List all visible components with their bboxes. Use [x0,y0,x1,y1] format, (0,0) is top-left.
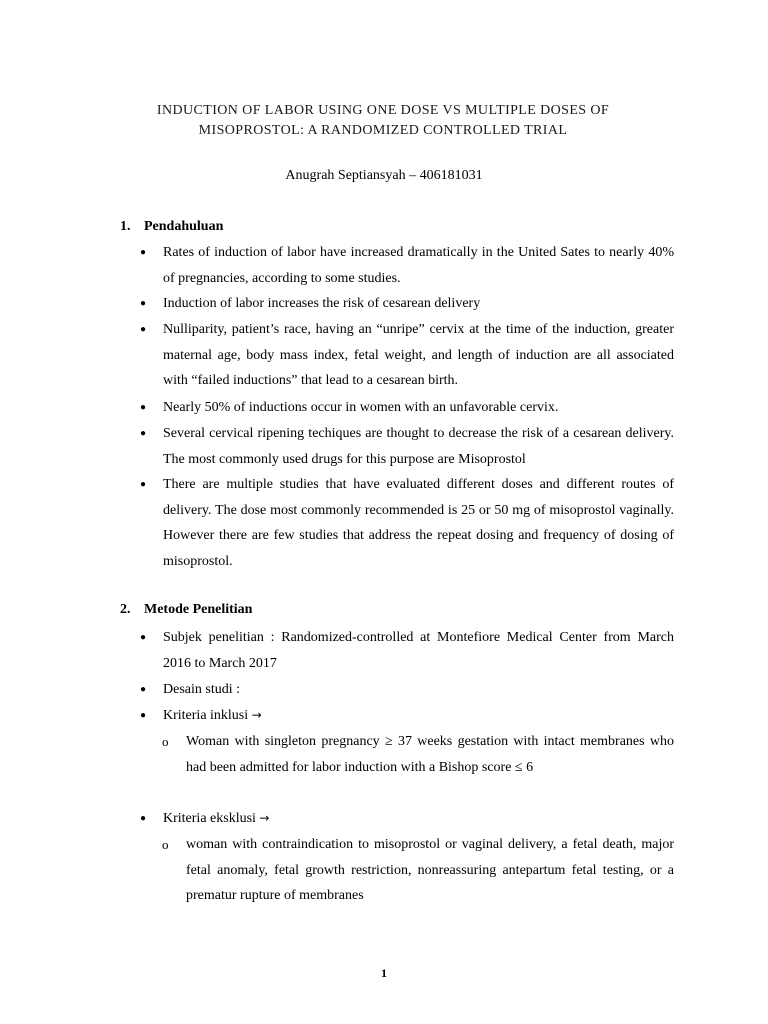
list-item [140,677,674,703]
list-item [140,472,674,574]
circle-bullet-icon: o [162,734,169,749]
sub-list-item [162,729,674,780]
list-item [140,291,674,317]
exclusion-label: Kriteria eksklusi [163,811,256,826]
sub-list-item-text: woman with contraindication to misoprostol or vaginal delivery, a fetal death, major fetal anomaly, fetal growth restriction, nonreassuring antepartum fetal testing, or a prematur rupture of membranes [186,837,674,903]
list-item-text [163,806,674,832]
bullet-icon: ● [140,710,147,721]
list-item-text: Desain studi : [163,682,240,697]
bullet-icon: ● [140,684,147,695]
section-heading-pendahuluan [120,217,223,237]
page-number: 1 [381,966,387,980]
bullet-icon: ● [140,428,147,439]
inclusion-label: Kriteria inklusi [163,708,249,723]
bullet-icon: ● [140,479,147,490]
list-item-text: Nearly 50% of inductions occur in women with an unfavorable cervix. [163,400,559,415]
list-item-text: Rates of induction of labor have increased dramatically in the United Sates to nearly 40% of pregnancies, according to some studies. [163,245,674,286]
list-item [140,625,674,676]
bullet-icon: ● [140,324,147,335]
list-item-text: Subjek penelitian : Randomized-controlled at Montefiore Medical Center from March 2016 to March 2017 [163,630,674,671]
list-item-text: Several cervical ripening techiques are thought to decrease the risk of a cesarean delivery. The most commonly used drugs for this purpose are Misoprostol [163,426,674,467]
list-item [140,421,674,472]
list-item-inclusion [140,703,674,729]
list-item-text [163,703,674,729]
section-number: 2. [120,602,131,617]
bullet-icon: ● [140,247,147,258]
list-item-exclusion [140,806,674,832]
list-item [140,317,674,394]
bullet-icon: ● [140,632,147,643]
circle-bullet-icon: o [162,837,169,852]
list-item-text: Nulliparity, patient’s race, having an “unripe” cervix at the time of the induction, greater maternal age, body mass index, fetal weight, and length of induction are all associated with “failed inductions” that lead to a cesarean birth. [163,322,674,388]
arrow-right-icon: → [259,811,270,825]
section-number: 1. [120,219,131,234]
sub-list-item [162,832,674,909]
bullet-icon: ● [140,402,147,413]
title-line-2: MISOPROSTOL: A RANDOMIZED CONTROLLED TRIAL [198,123,568,138]
list-item-text: Induction of labor increases the risk of cesarean delivery [163,296,481,311]
section-title: Metode Penelitian [144,602,253,617]
bullet-icon: ● [140,813,147,824]
document-title [100,101,666,141]
list-item [140,395,674,421]
author-line: Anugrah Septiansyah – 406181031 [285,168,483,183]
sub-list-item-text: Woman with singleton pregnancy ≥ 37 weeks gestation with intact membranes who had been admitted for labor induction with a Bishop score ≤ 6 [186,734,674,775]
list-item [140,240,674,291]
section-title: Pendahuluan [144,219,224,234]
title-line-1: INDUCTION OF LABOR USING ONE DOSE VS MULTIPLE DOSES OF [156,103,610,118]
section-heading-metode-penelitian [120,600,252,620]
list-item-text: There are multiple studies that have evaluated different doses and different routes of delivery. The dose most commonly recommended is 25 or 50 mg of misoprostol vaginally. However there are few studies that address the repeat dosing and frequency of dosing of misoprostol. [163,477,674,569]
arrow-right-icon: → [251,708,262,722]
bullet-icon: ● [140,298,147,309]
